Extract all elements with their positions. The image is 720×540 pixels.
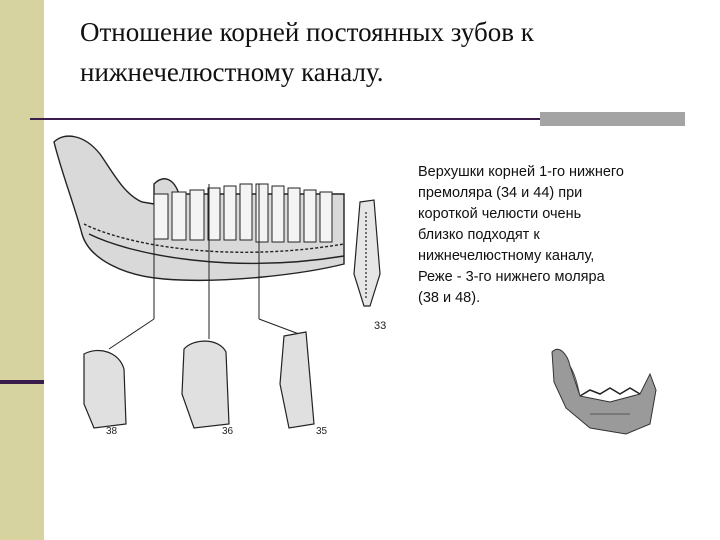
mandible-photo [530,304,670,492]
caption-line-7: (38 и 48). [418,290,481,306]
caption-line-4: близко подходят к [418,227,540,243]
caption-text [418,162,676,309]
title-line-2: нижнечелюстному каналу. [80,57,384,87]
caption-line-2: премоляра (34 и 44) при [418,185,583,201]
caption-line-5: нижнечелюстному каналу, [418,248,595,264]
section-38 [84,350,126,428]
tooth-33-section [354,200,380,306]
label-36: 36 [222,426,234,437]
caption-line-3: короткой челюсти очень [418,206,582,222]
label-38: 38 [106,426,118,437]
label-35: 35 [316,426,328,437]
jaw-section-drawing [44,124,390,442]
label-33: 33 [374,320,387,332]
title-line-1: Отношение корней постоянных зубов к [80,17,534,47]
mandible-drawing [530,304,670,492]
slide-title [80,12,700,92]
section-36 [182,341,229,428]
section-35 [280,332,314,428]
caption-line-6: Реже - 3-го нижнего моляра [418,269,605,285]
sidebar-accent-line [0,380,44,384]
jaw-section-illustration [44,124,390,442]
caption-line-1: Верхушки корней 1-го нижнего [418,164,624,180]
title-divider [30,118,540,120]
teeth-row [154,184,332,242]
decorative-sidebar [0,0,44,540]
title-divider-block [540,112,685,126]
